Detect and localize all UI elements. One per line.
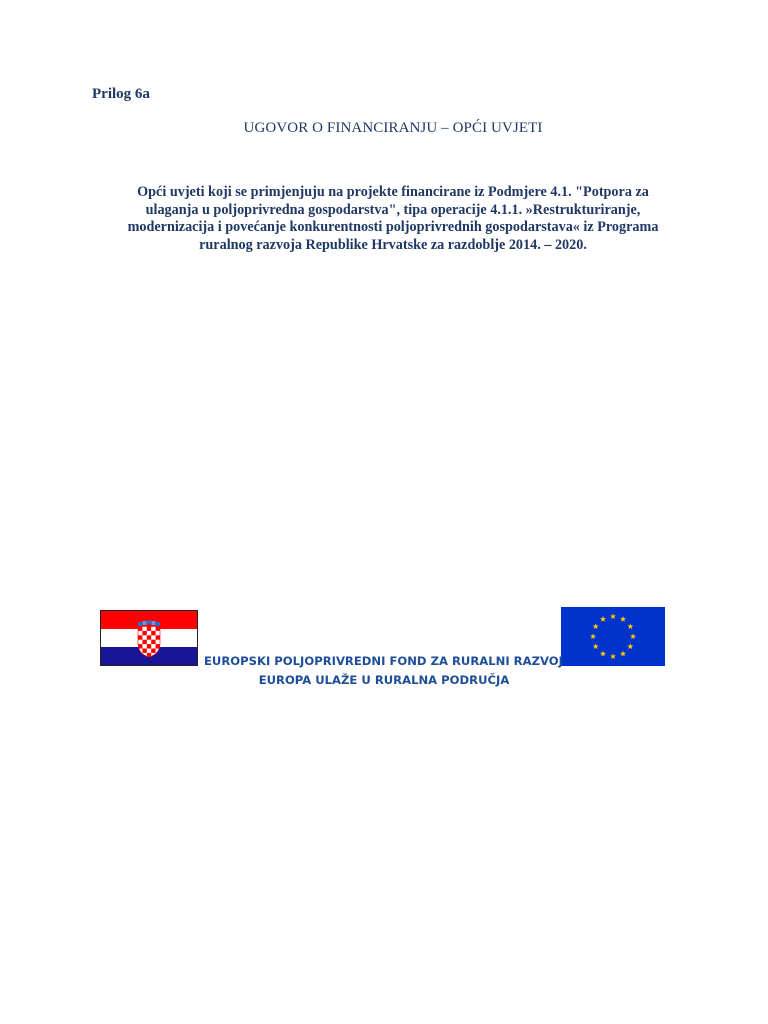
subtitle-line: modernizacija i povećanje konkurentnosti poljoprivrednih gospodarstava« iz Programa: [127, 219, 659, 235]
eu-star-icon: [620, 616, 626, 622]
document-title: UGOVOR O FINANCIRANJU – OPĆI UVJETI: [243, 120, 543, 136]
eu-flag-icon: [561, 607, 665, 666]
subtitle-line: ulaganja u poljoprivredna gospodarstva", tipa operacije 4.1.1. »Restrukturiranje,: [145, 201, 641, 218]
fund-slogan: EUROPA ULAŽE U RURALNA PODRUČJA: [258, 673, 510, 687]
eu-star-icon: [610, 613, 616, 619]
eu-star-icon: [630, 633, 636, 639]
eu-star-icon: [627, 623, 633, 629]
fund-name: EUROPSKI POLJOPRIVREDNI FOND ZA RURALNI RAZVOJ: [204, 654, 563, 668]
eu-star-icon: [610, 653, 616, 659]
subtitle-line: ruralnog razvoja Republike Hrvatske za razdoblje 2014. – 2020.: [199, 236, 587, 253]
annex-label: Prilog 6a: [92, 86, 150, 102]
subtitle-line: Opći uvjeti koji se primjenjuju na projekte financirane iz Podmjere 4.1. "Potpora za: [137, 184, 649, 200]
eu-star-icon: [627, 643, 633, 649]
croatia-flag-icon: [100, 610, 198, 666]
eu-star-icon: [600, 616, 606, 622]
eu-star-icon: [593, 643, 599, 649]
eu-star-icon: [620, 651, 626, 657]
eu-star-icon: [590, 633, 596, 639]
document-subtitle: [96, 184, 690, 254]
eu-star-icon: [593, 623, 599, 629]
eu-star-icon: [600, 651, 606, 657]
